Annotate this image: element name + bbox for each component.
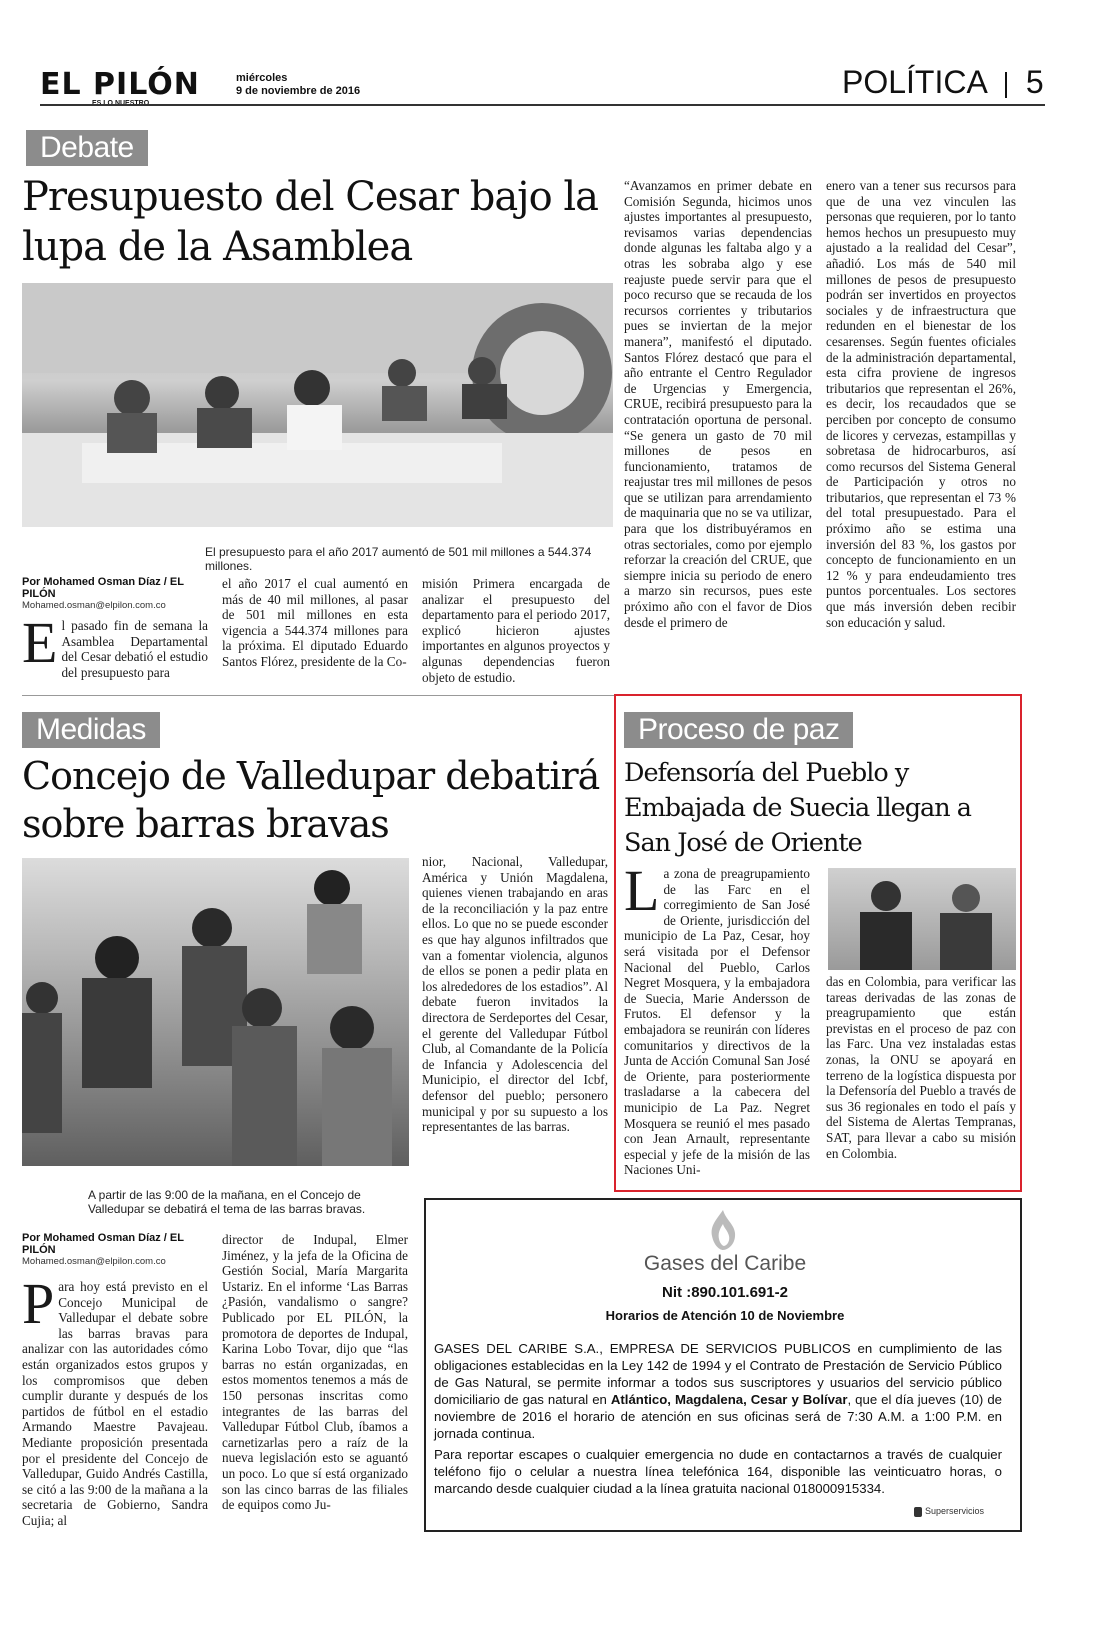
article2-photo xyxy=(22,858,409,1166)
ad-body-start: GASES DEL CARIBE S.A., EMPRESA DE SERVICIOS PUBLICOS en cumplimiento de las obligaciones establecidas en la Ley 142 de 1994 y el Contrato de Prestación de Servicio Público de Gas Natural, se permite informar a todos sus suscriptores y usuarios del servicio público domiciliario de gas natural en xyxy=(434,1341,1002,1407)
ad-emergency: Para reportar escapes o cualquier emergencia no dude en contactarnos a través de cualquier teléfono fijo o celular a nuestra línea telefónica 164, disponible las veinticuatro horas, o marcando desde cualquier ciudad a la línea gratuita nacional 018000915334. xyxy=(434,1447,1002,1496)
masthead-date xyxy=(236,72,360,98)
tag-label: Medidas xyxy=(22,712,160,748)
article1-col1-text: l pasado fin de semana la Asamblea Departamental del Cesar debatió el estudio del presupuesto para xyxy=(61,618,208,680)
article3-column-2: das en Colombia, para verificar las tareas derivadas de las zonas de preagrupamiento que están previstas en el proceso de paz con las Farc. Una vez instaladas estas zonas, la ONU se apoyará en terreno de la logística dispuesta por la Defensoría del Pueblo a través de sus 36 regionales en todo el país y del Sistema de Alertas Tempranas, SAT, para llevar a cabo su misión en Colombia. xyxy=(826,974,1016,1161)
masthead-date-text: 9 de noviembre de 2016 xyxy=(236,85,361,97)
ad-regulator xyxy=(914,1506,984,1517)
masthead-rule xyxy=(40,104,1045,106)
ad-nit: Nit :890.101.691-2 xyxy=(662,1284,788,1301)
article1-column-5: enero van a tener sus recursos para que de una vez vinculen las personas que requieren, por lo tanto hemos hechos un presupuesto muy ajustado a la realidad del Cesar”, añadió. Los más de 540 mil millones de pesos de presupuesto podrán ser invertidos en proyectos sociales y de infraestructura que redunden en el bienestar de los cesarenses. Según fuentes oficiales de la administración departamental, esta cifra proviene de ingresos tributarios que representan el 26%, es decir, los recaudados que se perciben por concepto de consumo de licores y cervezas, estampillas y sobretasa de hidrocarburos, así como recursos del Sistema General de Participación y otros no tributarios, que representan el 73 % del total presupuestado. Para el próximo año se estima una inversión del 83 %, los gastos por concepto de funcionamiento en un 12 % y para endeudamiento tres puntos porcentuales. Los sectores que más inversión deben recibir son educación y salud. xyxy=(826,178,1016,630)
page-number: 5 xyxy=(1025,64,1044,100)
fans-photo-illustration xyxy=(22,858,409,1166)
article3-headline: Defensoría del Pueblo y Embajada de Suecia llegan a San José de Oriente xyxy=(624,758,971,858)
officials-photo-illustration xyxy=(828,868,1016,970)
article2-column-1 xyxy=(22,1271,208,1529)
article2-byline-block xyxy=(22,1232,212,1267)
flame-icon xyxy=(706,1208,740,1257)
ad-body-bold: Atlántico, Magdalena, Cesar y Bolívar xyxy=(610,1392,848,1407)
article1-email: Mohamed.osman@elpilon.com.co xyxy=(22,600,166,611)
article1-photo-caption: El presupuesto para el año 2017 aumentó de 501 mil millones a 544.374 millones. xyxy=(205,545,592,573)
drop-cap: E xyxy=(22,610,58,675)
article1-column-3: misión Primera encargada de analizar el presupuesto del departamento para el periodo 2017, explicó hicieron ajustes importantes en algunos proyectos y algunas dependencias fueron objeto de estudio. xyxy=(422,576,610,685)
ad-body xyxy=(434,1340,1002,1442)
article2-column-right: nior, Nacional, Valledupar, América y Unión Magdalena, quienes vienen trabajando en aras de la reconciliación y la paz entre ellos. Lo que no se puede esconder es que hay algunos infiltrados que van a fomentar violencia, algunos de ellos se ponen a pedir plata en los alrededores de los estadios”. Al debate fueron invitados la directora de Serdeportes del Cesar, el gerente del Valledupar Fútbol Club, al Comandante de la Policía de Infancia y Adolescencia del Municipio, el director del Icbf, defensor del pueblo; personero municipal y por su supuesto a los representantes de las barras. xyxy=(422,854,608,1135)
article1-byline-block xyxy=(22,576,212,611)
drop-cap: L xyxy=(624,858,660,923)
tag-label: Proceso de paz xyxy=(624,712,853,748)
article3-photo xyxy=(828,868,1016,970)
logo xyxy=(40,67,200,107)
ad-body-end: , que el día jueves (10) de noviembre de 2016 el horario de atención en sus oficinas será de 7:30 A.M. a 1:00 P.M. en jornada continua. xyxy=(434,1392,1002,1441)
article3-column-1 xyxy=(624,858,810,1178)
masthead-day: miércoles xyxy=(236,72,288,84)
section-name: POLÍTICA xyxy=(842,64,987,100)
article2-headline: Concejo de Valledupar debatirá sobre barras bravas xyxy=(22,754,600,846)
ad-subtitle: Horarios de Atención 10 de Noviembre xyxy=(605,1308,845,1323)
article-tag-medidas xyxy=(22,712,160,748)
tag-label: Debate xyxy=(26,130,148,166)
regulator-name: Superservicios xyxy=(925,1506,985,1516)
ad-company-name: Gases del Caribe xyxy=(643,1252,807,1275)
article2-byline: Por Mohamed Osman Díaz / EL PILÓN xyxy=(22,1232,184,1256)
article2-column-2: director de Indupal, Elmer Jiménez, y la jefa de la Oficina de Gestión Social, María Margarita Ustariz. En el informe ‘Las Barras ¿Pasión, vandalismo o sangre? Publicado por EL PILÓN, la promotora de deportes de Indupal, Karina Lobo Tovar, dijo que “las barras no están organizadas, en estos momentos tenemos a más de 150 personas inscritas como integrantes de las barras del Valledupar Fútbol Club, íbamos a carnetizarlas pero a raíz de la nueva legislación esto se aguantó un poco. Lo que sí está organizado son las cinco barras de las filiales de equipos como Ju- xyxy=(222,1232,408,1513)
article2-email: Mohamed.osman@elpilon.com.co xyxy=(22,1256,166,1267)
article1-byline: Por Mohamed Osman Díaz / EL PILÓN xyxy=(22,576,184,600)
regulator-icon xyxy=(914,1507,922,1517)
article1-photo xyxy=(22,283,613,527)
article2-col1-text: ara hoy está previsto en el Concejo Municipal de Valledupar el debate sobre las barras bravas para analizar con las autoridades cómo están organizados estos grupos y los compromisos que deben cumplir durante y después de los partidos de fútbol en el estadio Armando Maestre Pavajeau. Mediante proposición presentada por el presidente del Concejo de Valledupar, Guido Andrés Castilla, se citó a las 9:00 de la mañana a la secretaria de Gobierno, Sandra Cujia; al xyxy=(22,1279,208,1528)
assembly-photo-illustration xyxy=(22,283,613,527)
article1-column-2: el año 2017 el cual aumentó en más de 40 mil millones, al pasar de 501 mil millones en esta vigencia a 544.374 millones para la próxima. El diputado Eduardo Santos Flórez, presidente de la Co- xyxy=(222,576,408,669)
gases-del-caribe-ad xyxy=(424,1198,1022,1532)
article-tag-debate xyxy=(26,130,148,166)
section-label xyxy=(842,64,1044,101)
masthead xyxy=(0,0,1103,120)
article1-headline: Presupuesto del Cesar bajo la lupa de la Asamblea xyxy=(22,174,598,270)
article1-column-4: “Avanzamos en primer debate en Comisión Segunda, hicimos unos ajustes importantes al presupuesto, revisamos varias dependencias donde algunas les faltaba algo y a otras les sobraba algo y ese reajuste puede servir para que el poco recurso que se recauda de los recursos corrientes y tributarios pues se inviertan de la mejor manera”, manifestó el diputado. Santos Flórez destacó que para el año entrante el Centro Regulador de Urgencias y Emergencia, CRUE, recibirá presupuesto para la contratación oportuna de personal. “Se genera un gasto de 70 mil millones de pesos en funcionamiento, tratamos de reajustar tres mil millones de pesos que se utilizan para arrendamiento de maquinaria que no se va utilizar, para que los distribuyéramos en otras sectoriales, como por ejemplo reforzar la creación del CRUE, que siempre inicia su periodo de enero a marzo sin recursos, pues este próximo año con el favor de Dios desde el primero de xyxy=(624,178,812,630)
article-tag-proceso-de-paz xyxy=(624,712,853,748)
drop-cap: P xyxy=(22,1271,55,1336)
section-divider xyxy=(1005,72,1007,98)
logo-text: EL PILÓN xyxy=(40,67,200,102)
article2-photo-caption: A partir de las 9:00 de la mañana, en el Concejo de Valledupar se debatirá el tema de las barras bravas. xyxy=(88,1188,366,1216)
article1-column-1 xyxy=(22,610,208,680)
article3-col1-text: a zona de preagrupamiento de las Farc en el corregimiento de San José de Oriente, jurisdicción del municipio de La Paz, Cesar, hoy será visitada por el Defensor Nacional del Pueblo, Carlos Negret Mosquera, y la embajadora de Suecia, Marie Andersson de Frutos. El defensor y la embajadora se reunirán con líderes comunitarios y directivos de la Junta de Acción Comunal San José de Oriente, para posteriormente trasladarse a la cabecera del municipio de La Paz. Negret Mosquera se reunió el mes pasado con Jean Arnault, representante especial y jefe de la misión de las Naciones Uni- xyxy=(624,866,810,1178)
